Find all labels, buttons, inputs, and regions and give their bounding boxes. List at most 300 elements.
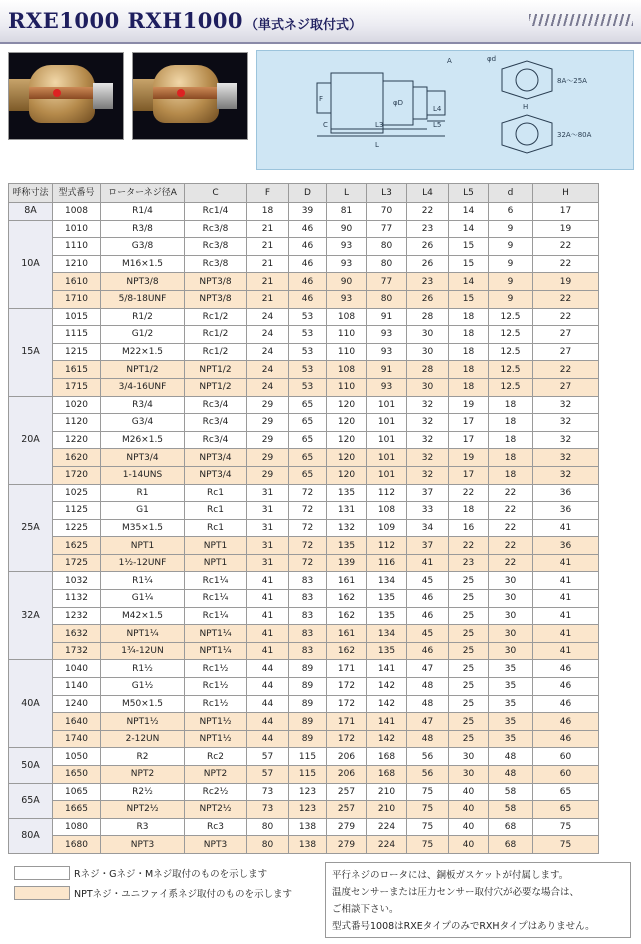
size-cell: 40A <box>9 660 53 748</box>
table-cell: 1725 <box>53 554 101 572</box>
table-cell: 1720 <box>53 466 101 484</box>
table-cell: Rc1¼ <box>185 607 247 625</box>
table-cell: 36 <box>533 502 599 520</box>
table-cell: 115 <box>289 766 327 784</box>
drawing-hex-nut <box>413 87 427 119</box>
table-cell: 22 <box>407 203 449 221</box>
table-cell: 24 <box>247 343 289 361</box>
table-cell: 1¾-12UN <box>101 642 185 660</box>
header-cell: L3 <box>367 184 407 203</box>
table-cell: 112 <box>367 537 407 555</box>
table-cell: 60 <box>533 748 599 766</box>
table-cell: NPT1½ <box>185 713 247 731</box>
table-cell: G1/2 <box>101 326 185 344</box>
table-cell: 32 <box>533 431 599 449</box>
table-cell: 1232 <box>53 607 101 625</box>
table-cell: 48 <box>407 678 449 696</box>
table-cell: 31 <box>247 537 289 555</box>
table-cell: Rc1¼ <box>185 590 247 608</box>
table-row <box>9 783 599 801</box>
table-cell: 112 <box>367 484 407 502</box>
table-cell: 17 <box>449 466 489 484</box>
table-cell: 58 <box>489 783 533 801</box>
table-cell: 171 <box>327 713 367 731</box>
table-cell: Rc3/4 <box>185 396 247 414</box>
table-cell: R1/2 <box>101 308 185 326</box>
table-cell: 47 <box>407 713 449 731</box>
table-cell: 36 <box>533 537 599 555</box>
table-cell: G1¼ <box>101 590 185 608</box>
page-subtitle: （単式ネジ取付式） <box>245 18 363 33</box>
table-cell: 19 <box>533 220 599 238</box>
table-cell: 1715 <box>53 378 101 396</box>
table-cell: 29 <box>247 449 289 467</box>
size-cell: 50A <box>9 748 53 783</box>
table-cell: 46 <box>289 255 327 273</box>
size-cell: 10A <box>9 220 53 308</box>
table-row <box>9 590 599 608</box>
table-cell: 22 <box>489 554 533 572</box>
table-cell: 40 <box>449 801 489 819</box>
table-cell: NPT3/4 <box>185 449 247 467</box>
table-cell: 1220 <box>53 431 101 449</box>
drawing-label-h: H <box>523 103 529 111</box>
table-cell: 101 <box>367 431 407 449</box>
table-cell: NPT1½ <box>185 730 247 748</box>
table-cell: 21 <box>247 220 289 238</box>
table-cell: 18 <box>247 203 289 221</box>
table-cell: 161 <box>327 625 367 643</box>
drawing-hex-view-2 <box>502 115 552 153</box>
table-row <box>9 220 599 238</box>
table-row <box>9 766 599 784</box>
table-cell: 206 <box>327 748 367 766</box>
table-cell: 48 <box>489 766 533 784</box>
table-cell: NPT2 <box>185 766 247 784</box>
table-cell: 139 <box>327 554 367 572</box>
table-cell: 210 <box>367 783 407 801</box>
table-cell: 22 <box>489 519 533 537</box>
table-cell: 41 <box>533 642 599 660</box>
table-cell: NPT2 <box>101 766 185 784</box>
table-cell: 30 <box>489 642 533 660</box>
table-cell: 18 <box>449 378 489 396</box>
table-cell: M50×1.5 <box>101 695 185 713</box>
table-cell: 41 <box>407 554 449 572</box>
table-cell: 83 <box>289 572 327 590</box>
table-cell: 75 <box>407 801 449 819</box>
table-cell: 83 <box>289 590 327 608</box>
table-cell: 14 <box>449 273 489 291</box>
table-cell: NPT2½ <box>185 801 247 819</box>
spec-table <box>8 183 599 854</box>
header-cell: L <box>327 184 367 203</box>
table-cell: 1008 <box>53 203 101 221</box>
table-cell: 89 <box>289 678 327 696</box>
table-cell: 41 <box>533 625 599 643</box>
table-cell: 60 <box>533 766 599 784</box>
table-cell: 93 <box>367 326 407 344</box>
table-row <box>9 748 599 766</box>
table-cell: 18 <box>449 308 489 326</box>
table-cell: 12.5 <box>489 361 533 379</box>
table-row <box>9 519 599 537</box>
table-cell: 25 <box>449 625 489 643</box>
table-cell: 80 <box>367 290 407 308</box>
table-cell: 19 <box>449 396 489 414</box>
table-cell: 75 <box>533 836 599 854</box>
table-cell: 25 <box>449 590 489 608</box>
drawing-label-l: L <box>375 141 379 149</box>
table-cell: NPT1/2 <box>185 361 247 379</box>
table-cell: 44 <box>247 660 289 678</box>
table-cell: 162 <box>327 590 367 608</box>
table-cell: 142 <box>367 730 407 748</box>
table-cell: NPT1 <box>185 554 247 572</box>
drawing-hex-view-1 <box>502 61 552 99</box>
table-row <box>9 801 599 819</box>
table-cell: 32 <box>407 431 449 449</box>
table-row <box>9 378 599 396</box>
table-cell: 120 <box>327 414 367 432</box>
table-cell: 22 <box>533 308 599 326</box>
table-cell: 1740 <box>53 730 101 748</box>
table-cell: 18 <box>489 449 533 467</box>
legend-label-npt: NPTネジ・ユニファイ系ネジ取付のものを示します <box>74 889 292 900</box>
table-cell: 93 <box>367 378 407 396</box>
drawing-label-l3: L3 <box>375 121 384 129</box>
table-cell: 22 <box>489 484 533 502</box>
table-cell: G1 <box>101 502 185 520</box>
header-cell: 型式番号 <box>53 184 101 203</box>
table-cell: 32 <box>533 466 599 484</box>
table-cell: 27 <box>533 343 599 361</box>
table-cell: 48 <box>489 748 533 766</box>
table-cell: 29 <box>247 396 289 414</box>
header-cell: F <box>247 184 289 203</box>
table-cell: 91 <box>367 361 407 379</box>
table-cell: 21 <box>247 238 289 256</box>
table-cell: NPT1/2 <box>185 378 247 396</box>
table-cell: 110 <box>327 326 367 344</box>
table-cell: 1640 <box>53 713 101 731</box>
table-cell: R1/4 <box>101 203 185 221</box>
table-cell: 120 <box>327 431 367 449</box>
table-cell: 93 <box>327 238 367 256</box>
table-cell: 29 <box>247 431 289 449</box>
table-cell: 72 <box>289 502 327 520</box>
table-cell: 28 <box>407 361 449 379</box>
table-cell: 1732 <box>53 642 101 660</box>
table-cell: 1050 <box>53 748 101 766</box>
table-cell: M16×1.5 <box>101 255 185 273</box>
table-cell: 23 <box>449 554 489 572</box>
table-cell: 77 <box>367 220 407 238</box>
table-row <box>9 713 599 731</box>
table-cell: 18 <box>449 361 489 379</box>
size-cell: 15A <box>9 308 53 396</box>
table-cell: Rc3/8 <box>185 255 247 273</box>
table-cell: 70 <box>367 203 407 221</box>
table-cell: 46 <box>533 660 599 678</box>
table-cell: 115 <box>289 748 327 766</box>
table-cell: Rc1½ <box>185 678 247 696</box>
table-cell: 48 <box>407 730 449 748</box>
table-cell: 108 <box>367 502 407 520</box>
table-cell: 131 <box>327 502 367 520</box>
table-cell: 135 <box>327 537 367 555</box>
table-cell: G3/8 <box>101 238 185 256</box>
table-cell: Rc1 <box>185 519 247 537</box>
table-cell: NPT2½ <box>101 801 185 819</box>
table-row <box>9 678 599 696</box>
table-cell: 135 <box>367 607 407 625</box>
table-cell: 72 <box>289 554 327 572</box>
table-row <box>9 537 599 555</box>
table-cell: 32 <box>407 466 449 484</box>
table-cell: 24 <box>247 361 289 379</box>
table-cell: 25 <box>449 607 489 625</box>
table-row <box>9 273 599 291</box>
table-cell: NPT3/8 <box>185 273 247 291</box>
table-cell: 31 <box>247 484 289 502</box>
table-cell: 17 <box>449 414 489 432</box>
table-cell: 1010 <box>53 220 101 238</box>
table-cell: 28 <box>407 308 449 326</box>
dimension-drawing <box>256 50 634 170</box>
table-cell: 1065 <box>53 783 101 801</box>
table-cell: 1110 <box>53 238 101 256</box>
table-cell: 135 <box>367 590 407 608</box>
table-cell: 24 <box>247 378 289 396</box>
size-cell: 25A <box>9 484 53 572</box>
table-cell: 53 <box>289 326 327 344</box>
table-cell: 58 <box>489 801 533 819</box>
table-cell: 41 <box>533 590 599 608</box>
table-cell: 19 <box>449 449 489 467</box>
legend-swatch-orange <box>14 886 70 900</box>
table-row <box>9 414 599 432</box>
table-cell: 26 <box>407 238 449 256</box>
legend-row-standard <box>14 866 314 880</box>
table-cell: M42×1.5 <box>101 607 185 625</box>
table-cell: 30 <box>407 326 449 344</box>
table-cell: 32 <box>407 449 449 467</box>
table-cell: Rc3/8 <box>185 220 247 238</box>
table-cell: 27 <box>533 326 599 344</box>
table-cell: 32 <box>533 449 599 467</box>
table-cell: 36 <box>533 484 599 502</box>
table-cell: 110 <box>327 343 367 361</box>
drawing-label-range-2: 32A～80A <box>557 131 592 139</box>
table-cell: 16 <box>449 519 489 537</box>
table-cell: 14 <box>449 220 489 238</box>
table-cell: 257 <box>327 783 367 801</box>
table-cell: 1132 <box>53 590 101 608</box>
table-cell: 41 <box>247 590 289 608</box>
table-cell: 19 <box>533 273 599 291</box>
size-cell: 65A <box>9 783 53 818</box>
table-cell: 26 <box>407 255 449 273</box>
legend-swatch-white <box>14 866 70 880</box>
table-cell: 90 <box>327 220 367 238</box>
table-row <box>9 836 599 854</box>
table-cell: 46 <box>407 642 449 660</box>
table-cell: 89 <box>289 695 327 713</box>
table-cell: Rc1½ <box>185 695 247 713</box>
table-row <box>9 203 599 221</box>
drawing-hex-view-2-bore <box>516 123 538 145</box>
table-cell: 1015 <box>53 308 101 326</box>
table-cell: 1032 <box>53 572 101 590</box>
table-cell: Rc1 <box>185 502 247 520</box>
table-cell: 1025 <box>53 484 101 502</box>
size-cell: 8A <box>9 203 53 221</box>
drawing-label-l5: L5 <box>433 121 442 129</box>
table-cell: R1 <box>101 484 185 502</box>
table-cell: 41 <box>247 642 289 660</box>
table-cell: 1650 <box>53 766 101 784</box>
product-photo-2 <box>132 52 248 140</box>
table-cell: 101 <box>367 396 407 414</box>
table-cell: 75 <box>407 783 449 801</box>
table-cell: 35 <box>489 695 533 713</box>
note-line: 型式番号1008はRXEタイプのみでRXHタイプはありません。 <box>332 921 595 932</box>
table-cell: 108 <box>327 361 367 379</box>
table-cell: 35 <box>489 678 533 696</box>
table-cell: 257 <box>327 801 367 819</box>
note-line: ご相談下さい。 <box>332 904 399 915</box>
table-cell: 32 <box>533 396 599 414</box>
table-cell: 26 <box>407 290 449 308</box>
table-cell: 53 <box>289 308 327 326</box>
table-cell: 57 <box>247 748 289 766</box>
table-cell: R1½ <box>101 660 185 678</box>
table-cell: 110 <box>327 378 367 396</box>
drawing-label-f: F <box>319 95 324 103</box>
table-cell: 172 <box>327 695 367 713</box>
header-cell: L4 <box>407 184 449 203</box>
table-cell: 30 <box>449 766 489 784</box>
table-cell: Rc1/4 <box>185 203 247 221</box>
table-cell: 1210 <box>53 255 101 273</box>
table-cell: 68 <box>489 836 533 854</box>
table-cell: 1020 <box>53 396 101 414</box>
table-cell: 1140 <box>53 678 101 696</box>
table-cell: 46 <box>533 695 599 713</box>
table-cell: 141 <box>367 660 407 678</box>
table-cell: 123 <box>289 783 327 801</box>
drawing-label-a: A <box>447 57 452 65</box>
table-cell: 80 <box>247 836 289 854</box>
table-cell: 44 <box>247 713 289 731</box>
table-cell: 3/4-16UNF <box>101 378 185 396</box>
table-cell: 24 <box>247 308 289 326</box>
size-cell: 20A <box>9 396 53 484</box>
table-cell: 35 <box>489 730 533 748</box>
table-row <box>9 238 599 256</box>
header-cell: ローターネジ径A <box>101 184 185 203</box>
table-cell: 17 <box>533 203 599 221</box>
table-cell: 22 <box>533 361 599 379</box>
table-cell: 31 <box>247 519 289 537</box>
table-row <box>9 396 599 414</box>
table-cell: 30 <box>407 378 449 396</box>
table-cell: 25 <box>449 713 489 731</box>
table-cell: 56 <box>407 766 449 784</box>
table-cell: 1215 <box>53 343 101 361</box>
table-cell: 168 <box>367 766 407 784</box>
table-cell: 1-14UNS <box>101 466 185 484</box>
table-cell: 22 <box>489 502 533 520</box>
table-cell: 120 <box>327 449 367 467</box>
table-cell: 108 <box>327 308 367 326</box>
table-row <box>9 730 599 748</box>
table-cell: R2½ <box>101 783 185 801</box>
spec-table-header-row <box>9 184 599 203</box>
table-cell: 30 <box>489 607 533 625</box>
table-cell: 65 <box>289 466 327 484</box>
table-cell: 93 <box>327 255 367 273</box>
table-row <box>9 642 599 660</box>
table-cell: 1610 <box>53 273 101 291</box>
table-cell: 32 <box>533 414 599 432</box>
table-cell: 18 <box>489 466 533 484</box>
table-cell: 15 <box>449 290 489 308</box>
header-cell: C <box>185 184 247 203</box>
table-cell: 37 <box>407 484 449 502</box>
drawing-hex-view-1-bore <box>516 69 538 91</box>
table-cell: 65 <box>289 449 327 467</box>
table-cell: 120 <box>327 396 367 414</box>
table-cell: 29 <box>247 414 289 432</box>
table-cell: 31 <box>247 554 289 572</box>
table-cell: NPT1½ <box>101 713 185 731</box>
product-photo-1 <box>8 52 124 140</box>
table-cell: 41 <box>533 519 599 537</box>
table-cell: 25 <box>449 678 489 696</box>
table-cell: 41 <box>533 607 599 625</box>
table-cell: 33 <box>407 502 449 520</box>
table-cell: 1632 <box>53 625 101 643</box>
table-cell: 80 <box>367 238 407 256</box>
table-cell: 18 <box>449 326 489 344</box>
table-cell: 45 <box>407 572 449 590</box>
table-cell: 9 <box>489 290 533 308</box>
table-cell: 22 <box>449 537 489 555</box>
table-cell: R3/4 <box>101 396 185 414</box>
table-row <box>9 308 599 326</box>
table-cell: 41 <box>533 554 599 572</box>
table-cell: NPT3 <box>101 836 185 854</box>
table-cell: 1620 <box>53 449 101 467</box>
dimension-drawing-svg <box>257 51 633 169</box>
table-cell: 1615 <box>53 361 101 379</box>
table-cell: Rc1/2 <box>185 326 247 344</box>
table-cell: 44 <box>247 678 289 696</box>
table-cell: 32 <box>407 414 449 432</box>
table-cell: 73 <box>247 801 289 819</box>
table-row <box>9 502 599 520</box>
table-cell: 12.5 <box>489 378 533 396</box>
table-cell: 1120 <box>53 414 101 432</box>
table-cell: 15 <box>449 255 489 273</box>
table-row <box>9 255 599 273</box>
table-cell: 17 <box>449 431 489 449</box>
table-cell: 21 <box>247 290 289 308</box>
table-cell: 72 <box>289 519 327 537</box>
table-cell: 46 <box>289 220 327 238</box>
